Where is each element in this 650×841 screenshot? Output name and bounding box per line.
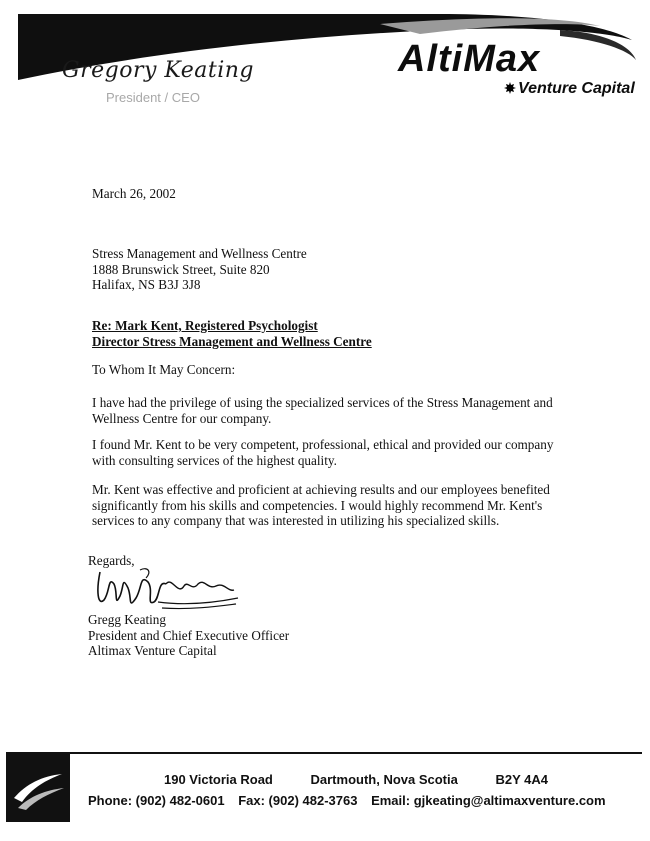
executive-title: President / CEO: [106, 90, 200, 105]
recipient-address: [92, 246, 307, 293]
footer-divider: [6, 752, 642, 754]
signer-company: Altimax Venture Capital: [88, 643, 217, 658]
subject-line-2: Director Stress Management and Wellness Centre: [92, 333, 372, 349]
footer-logo-block: [6, 754, 70, 822]
footer-fax: Fax: (902) 482-3763: [238, 793, 358, 808]
footer-street: 190 Victoria Road: [164, 772, 273, 787]
signer-title: President and Chief Executive Officer: [88, 627, 290, 643]
letter-date: March 26, 2002: [92, 186, 176, 201]
closing-regards: Regards,: [88, 553, 135, 568]
signer-name: Gregg Keating: [88, 612, 166, 627]
company-logo-subtitle: Venture Capital: [518, 80, 635, 97]
footer-contact: [88, 793, 616, 808]
body-paragraph: I have had the privilege of using the specialized services of the Stress Management and Wellness Centre for our company.: [92, 395, 553, 426]
body-paragraph: I found Mr. Kent to be very competent, professional, ethical and provided our company with consulting services of the highest quality.: [92, 437, 554, 468]
company-logo-wordmark: AltiMax: [398, 38, 541, 80]
maple-leaf-icon: [504, 82, 516, 94]
recipient-line: Halifax, NS B3J 3J8: [92, 277, 201, 292]
footer-phone: Phone: (902) 482-0601: [88, 793, 225, 808]
recipient-line: Stress Management and Wellness Centre: [92, 246, 307, 261]
body-paragraph: Mr. Kent was effective and proficient at achieving results and our employees benefited significantly from his skills and competencies. I would highly recommend Mr. Kent's services to any company that was interested in utilizing his specialized skills.: [92, 482, 550, 528]
executive-name: Gregory Keating: [62, 58, 254, 83]
subject-line-1: Re: Mark Kent, Registered Psychologist: [92, 318, 318, 333]
salutation: To Whom It May Concern:: [92, 362, 236, 377]
footer-address: [164, 772, 582, 787]
recipient-line: 1888 Brunswick Street, Suite 820: [92, 261, 270, 277]
subject-line: [92, 318, 372, 349]
handwritten-signature: [88, 562, 248, 618]
footer-postal: B2Y 4A4: [495, 772, 548, 787]
footer-email[interactable]: Email: gjkeating@altimaxventure.com: [371, 793, 606, 808]
swoosh-icon: [6, 754, 70, 822]
footer-city: Dartmouth, Nova Scotia: [310, 772, 458, 787]
signer-block: [88, 612, 289, 659]
